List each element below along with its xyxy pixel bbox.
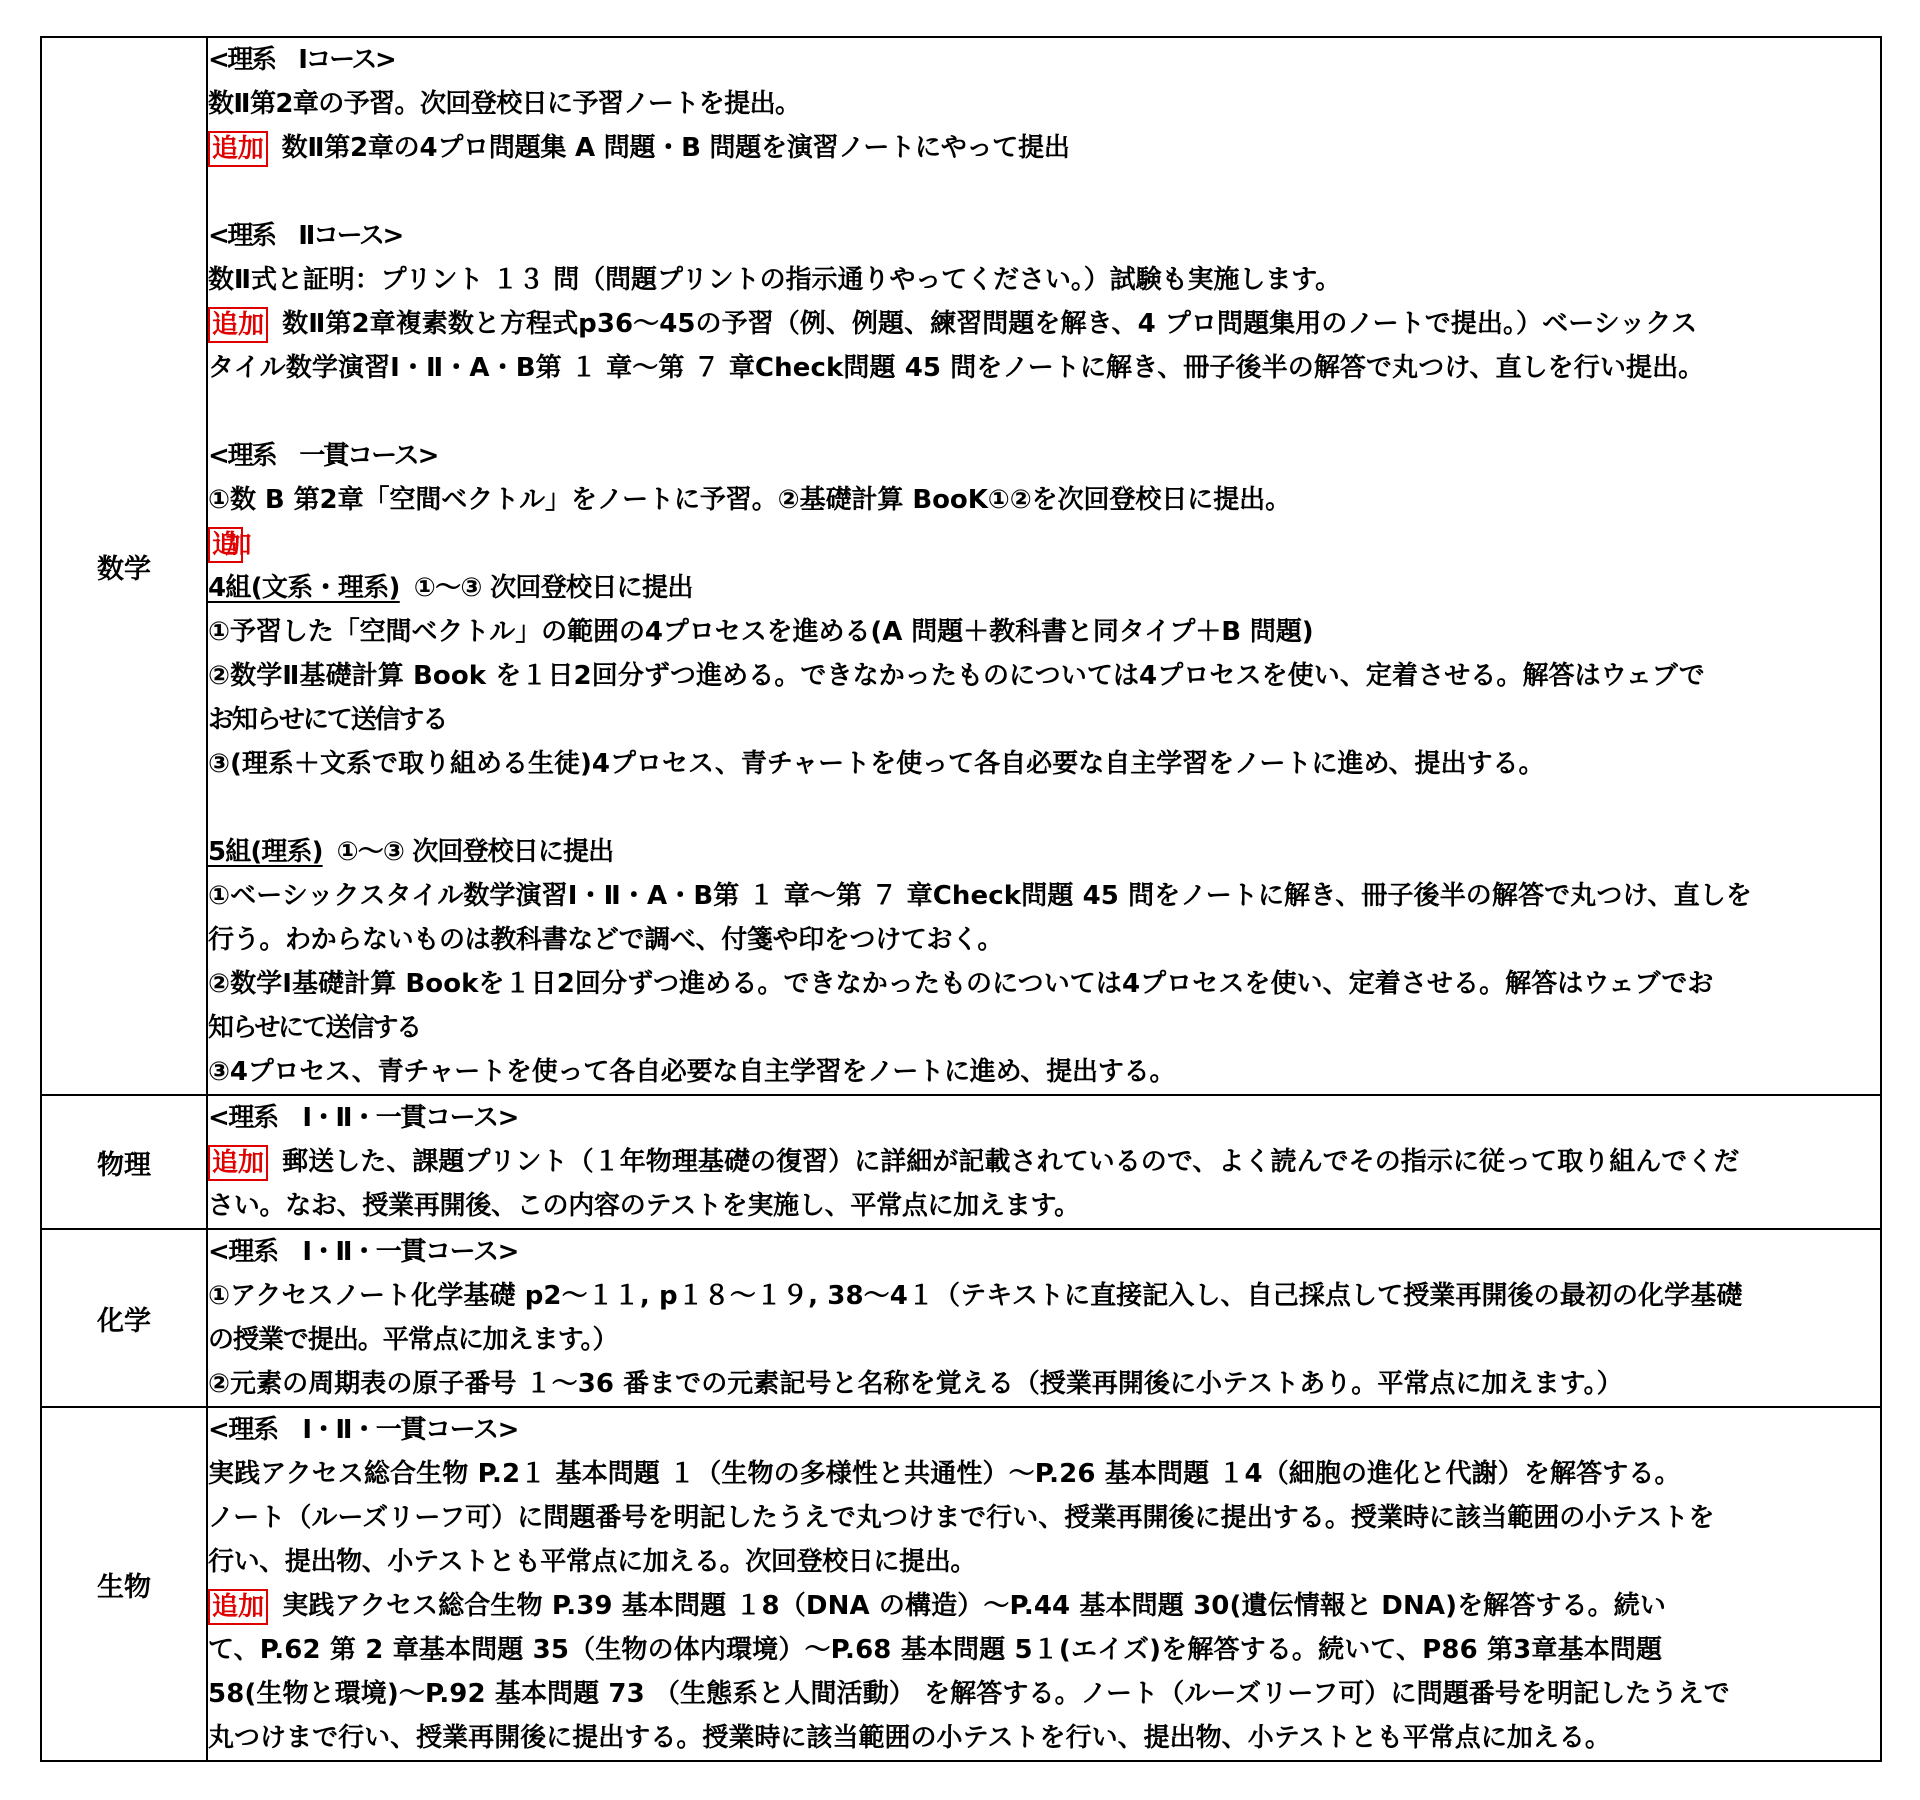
subject-label: 物理 [41, 1095, 207, 1229]
assignment-line: ③4プロセス、青チャートを使って各自必要な自主学習をノートに進め、提出する。 [208, 1057, 1176, 1087]
assignment-line: 行う。わからないものは教科書などで調べ、付箋や印をつけておく。 [208, 925, 1003, 955]
course-header: <理系 Ⅱコース> [208, 221, 402, 251]
chemistry-content [207, 1229, 1881, 1407]
spacer [208, 170, 1880, 214]
assignment-line: ②数学Ⅰ基礎計算 Bookを１日2回分ずつ進める。できなかったものについては4プロセスを使い、定着させる。解答はウェブでお [208, 969, 1714, 999]
class-label: 5組(理系) [208, 837, 323, 867]
assignment-text: 実践アクセス総合生物 P.39 基本問題 １8（DNA の構造）～P.44 基本問題 30(遺伝情報と DNA)を解答する。続い [282, 1591, 1667, 1621]
addition-tag: 追加 [208, 1589, 268, 1625]
assignment-line: ①数 B 第2章「空間ベクトル」をノートに予習。②基礎計算 BooK①②を次回登校日に提出。 [208, 485, 1292, 515]
assignment-line: 数Ⅱ第2章の予習。次回登校日に予習ノートを提出。 [208, 89, 801, 119]
biology-content [207, 1407, 1881, 1761]
class-deadline: ①～③ 次回登校日に提出 [336, 837, 614, 867]
assignment-line: の授業で提出。平常点に加えます。） [208, 1325, 618, 1355]
spacer [208, 390, 1880, 434]
class-heading [208, 566, 1880, 610]
assignment-line [208, 1584, 1880, 1628]
addition-tag: 追加 [208, 1145, 268, 1181]
course-header: <理系 Ⅰ・Ⅱ・一貫コース> [208, 1415, 519, 1445]
assignment-text: 郵送した、課題プリント（１年物理基礎の復習）に詳細が記載されているので、よく読んでその指示に従って取り組んでくだ [282, 1147, 1740, 1177]
math-content [207, 37, 1881, 1095]
assignment-line: ②元素の周期表の原子番号 １～36 番までの元素記号と名称を覚える（授業再開後に小テストあり。平常点に加えます。） [208, 1369, 1623, 1399]
biology-row [41, 1407, 1881, 1761]
assignment-line [208, 126, 1880, 170]
course-header: <理系 Ⅰ・Ⅱ・一貫コース> [208, 1103, 519, 1133]
assignment-line: ①アクセスノート化学基礎 p2～１１, p１８～１９, 38～4１（テキストに直接記入し、自己採点して授業再開後の最初の化学基礎 [208, 1281, 1743, 1311]
spacer [208, 786, 1880, 830]
assignment-line [208, 1140, 1880, 1184]
course-header: <理系 一貫コース> [208, 441, 438, 471]
subject-label: 生物 [41, 1407, 207, 1761]
course-header: <理系 Ⅰ・Ⅱ・一貫コース> [208, 1237, 519, 1267]
assignment-line: 丸つけまで行い、授業再開後に提出する。授業時に該当範囲の小テストを行い、提出物、小テストとも平常点に加える。 [208, 1723, 1611, 1753]
math-row [41, 37, 1881, 1095]
assignment-line: ①ベーシックスタイル数学演習Ⅰ・Ⅱ・A・B第 １ 章～第 ７ 章Check問題 45 問をノートに解き、冊子後半の解答で丸つけ、直しを [208, 881, 1752, 911]
assignment-line: ①予習した「空間ベクトル」の範囲の4プロセスを進める(A 問題＋教科書と同タイプ＋B 問題) [208, 617, 1314, 647]
physics-row [41, 1095, 1881, 1229]
assignment-line: 数Ⅱ式と証明：プリント １３ 問（問題プリントの指示通りやってください。）試験も実施します。 [208, 265, 1342, 295]
class-heading [208, 830, 1880, 874]
assignment-line: 行い、提出物、小テストとも平常点に加える。次回登校日に提出。 [208, 1547, 976, 1577]
addition-tag: 追加 [208, 307, 268, 343]
subject-label: 数学 [41, 37, 207, 1095]
chemistry-row [41, 1229, 1881, 1407]
assignment-line: ノート（ルーズリーフ可）に問題番号を明記したうえで丸つけまで行い、授業再開後に提出する。授業時に該当範囲の小テストを [208, 1503, 1715, 1533]
assignment-text: 数Ⅱ第2章複素数と方程式p36～45の予習（例、例題、練習問題を解き、4 プロ問題集用のノートで提出。）ベーシックス [282, 309, 1698, 339]
assignment-line: タイル数学演習Ⅰ・Ⅱ・A・B第 １ 章～第 ７ 章Check問題 45 問をノートに解き、冊子後半の解答で丸つけ、直しを行い提出。 [208, 353, 1705, 383]
subject-label: 化学 [41, 1229, 207, 1407]
assignment-line: ②数学Ⅱ基礎計算 Book を１日2回分ずつ進める。できなかったものについては4プロセスを使い、定着させる。解答はウェブで [208, 661, 1705, 691]
assignment-line [208, 302, 1880, 346]
assignment-line: お知らせにて送信する [208, 705, 447, 735]
assignment-line: て、P.62 第 2 章基本問題 35（生物の体内環境）～P.68 基本問題 5１(エイズ)を解答する。続いて、P86 第3章基本問題 [208, 1635, 1663, 1665]
addition-tag: 追加 [208, 131, 268, 167]
assignment-line: 58(生物と環境)～P.92 基本問題 73 （生態系と人間活動） を解答する。ノート（ルーズリーフ可）に問題番号を明記したうえで [208, 1679, 1730, 1709]
class-deadline: ①～③ 次回登校日に提出 [413, 573, 693, 603]
class-label: 4組(文系・理系) [208, 573, 400, 603]
course-header: <理系 Ⅰコース> [208, 45, 395, 75]
assignment-line: ③(理系＋文系で取り組める生徒)4プロセス、青チャートを使って各自必要な自主学習をノートに進め、提出する。 [208, 749, 1545, 779]
assignment-table [40, 36, 1882, 1762]
assignment-line: 実践アクセス総合生物 P.2１ 基本問題 １（生物の多様性と共通性）～P.26 基本問題 １4（細胞の進化と代謝）を解答する。 [208, 1459, 1681, 1489]
physics-content [207, 1095, 1881, 1229]
assignment-line [208, 522, 1880, 566]
assignment-line: 知らせにて送信する [208, 1013, 420, 1043]
assignment-line: さい。なお、授業再開後、この内容のテストを実施し、平常点に加えます。 [208, 1191, 1080, 1221]
addition-tag: 追加 [208, 527, 243, 563]
assignment-text: 数Ⅱ第2章の4プロ問題集 A 問題・B 問題を演習ノートにやって提出 [281, 133, 1070, 163]
